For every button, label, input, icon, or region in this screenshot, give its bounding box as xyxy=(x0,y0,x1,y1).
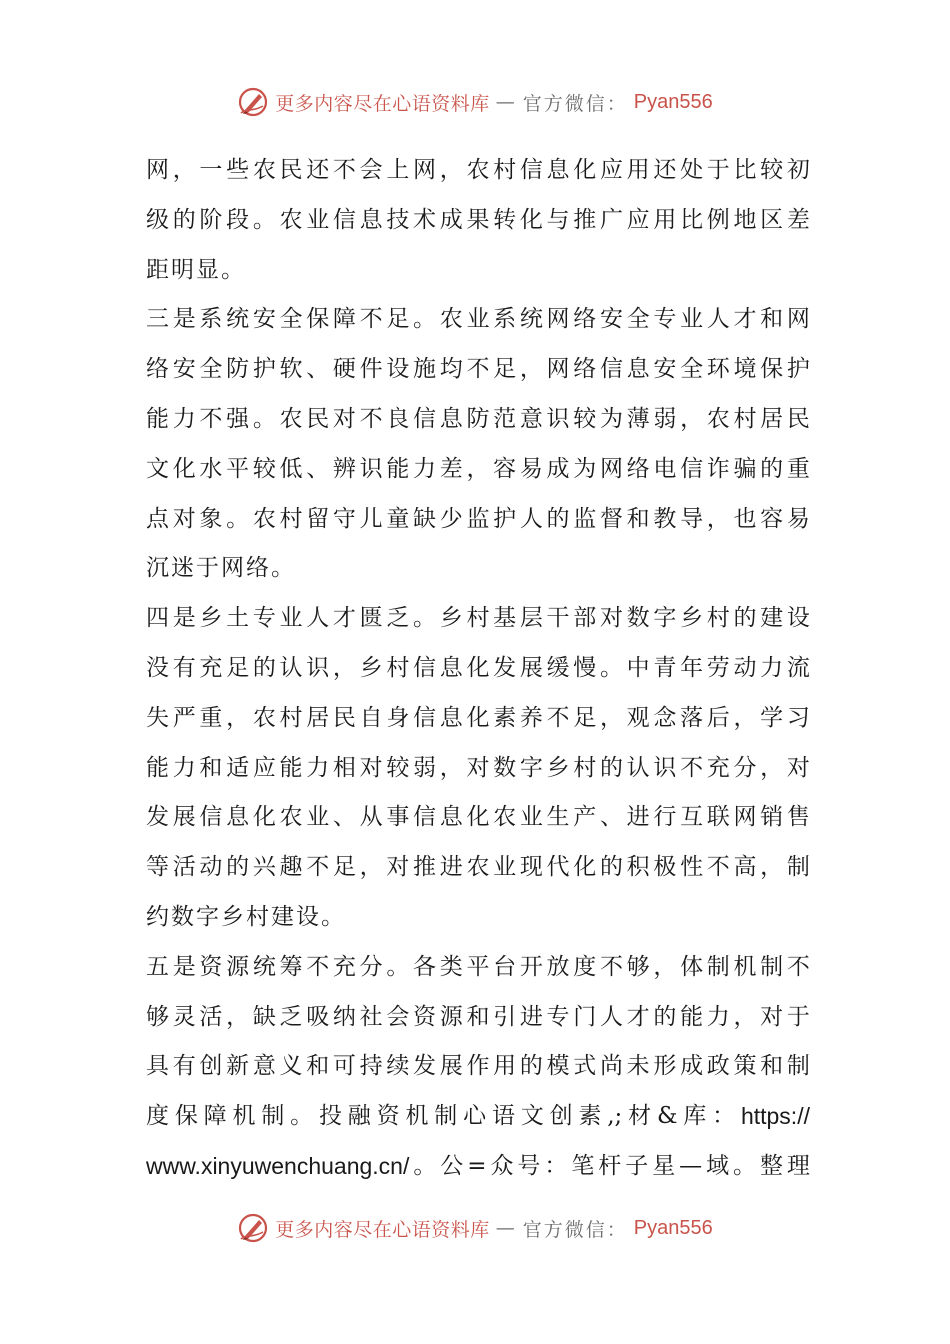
text-line: 三 是 系 统 安 全 保 障 不 足 。 农 业 系 统 网 络 安 全 专 业 人 才 和 网 xyxy=(146,306,810,333)
text-line: 文 化 水 平 较 低 、 辨 识 能 力 差 ， 容 易 成 为 网 络 电 信 诈 骗 的 重 xyxy=(146,455,810,482)
text-line: 沉迷于网络。 xyxy=(146,555,296,582)
text-line: 网 ， 一 些 农 民 还 不 会 上 网 ， 农 村 信 息 化 应 用 还 处 于 比 较 初 xyxy=(146,157,810,183)
pen-logo-icon xyxy=(237,86,269,118)
text-line: 度 保 障 机 制 。 投 融 资 机 制 心 语 文 创 素 ,; 材 & 库 ： https:// xyxy=(146,1103,810,1130)
header-banner xyxy=(0,82,950,122)
text-line: 五 是 资 源 统 筹 不 充 分 。 各 类 平 台 开 放 度 不 够 ， 体 制 机 制 不 xyxy=(146,953,810,980)
text-line: 发 展 信 息 化 农 业 、 从 事 信 息 化 农 业 生 产 、 进 行 互 联 网 销 售 xyxy=(146,804,810,831)
text-line: 距明显。 xyxy=(146,256,246,283)
footer-promo-text: 更多内容尽在心语资料库 xyxy=(275,1218,490,1241)
footer-banner xyxy=(0,1208,950,1248)
text-line: 具 有 创 新 意 义 和 可 持 续 发 展 作 用 的 模 式 尚 未 形 成 政 策 和 制 xyxy=(146,1053,810,1080)
pen-logo-icon xyxy=(237,1212,269,1244)
footer-official-label: 官方微信： xyxy=(522,1218,628,1241)
text-line: 约数字乡村建设。 xyxy=(146,903,346,930)
header-dash: — xyxy=(495,91,517,113)
text-line: 能 力 和 适 应 能 力 相 对 较 弱 ， 对 数 字 乡 村 的 认 识 不 充 分 ， 对 xyxy=(146,754,810,781)
footer-wechat-id: Pyan556 xyxy=(633,1216,713,1239)
header-promo-text: 更多内容尽在心语资料库 xyxy=(275,92,490,115)
text-line: www.xinyuwenchuang.cn/ 。 公 = 众 号 ： 笔 杆 子 星 — 域 。 整 理 xyxy=(146,1152,810,1179)
header-wechat-id: Pyan556 xyxy=(633,90,713,113)
text-line: 够 灵 活 ， 缺 乏 吸 纳 社 会 资 源 和 引 进 专 门 人 才 的 能 力 ， 对 于 xyxy=(146,1003,810,1030)
text-line: 级 的 阶 段 。 农 业 信 息 技 术 成 果 转 化 与 推 广 应 用 比 例 地 区 差 xyxy=(146,206,810,233)
footer-dash: — xyxy=(495,1217,517,1239)
text-line: 四 是 乡 土 专 业 人 才 匮 乏 。 乡 村 基 层 干 部 对 数 字 乡 村 的 建 设 xyxy=(146,605,810,632)
header-official-label: 官方微信： xyxy=(522,92,628,115)
text-line: 等 活 动 的 兴 趣 不 足 ， 对 推 进 农 业 现 代 化 的 积 极 性 不 高 ， 制 xyxy=(146,854,810,881)
text-line: 点 对 象 。 农 村 留 守 儿 童 缺 少 监 护 人 的 监 督 和 教 导 ， 也 容 易 xyxy=(146,505,810,532)
body-text xyxy=(146,146,810,1192)
text-line: 没 有 充 足 的 认 识 ， 乡 村 信 息 化 发 展 缓 慢 。 中 青 年 劳 动 力 流 xyxy=(146,654,810,681)
text-line: 络 安 全 防 护 软 、 硬 件 设 施 均 不 足 ， 网 络 信 息 安 全 环 境 保 护 xyxy=(146,356,810,383)
text-line: 能 力 不 强 。 农 民 对 不 良 信 息 防 范 意 识 较 为 薄 弱 ， 农 村 居 民 xyxy=(146,405,810,432)
text-line: 失 严 重 ， 农 村 居 民 自 身 信 息 化 素 养 不 足 ， 观 念 落 后 ， 学 习 xyxy=(146,704,810,731)
